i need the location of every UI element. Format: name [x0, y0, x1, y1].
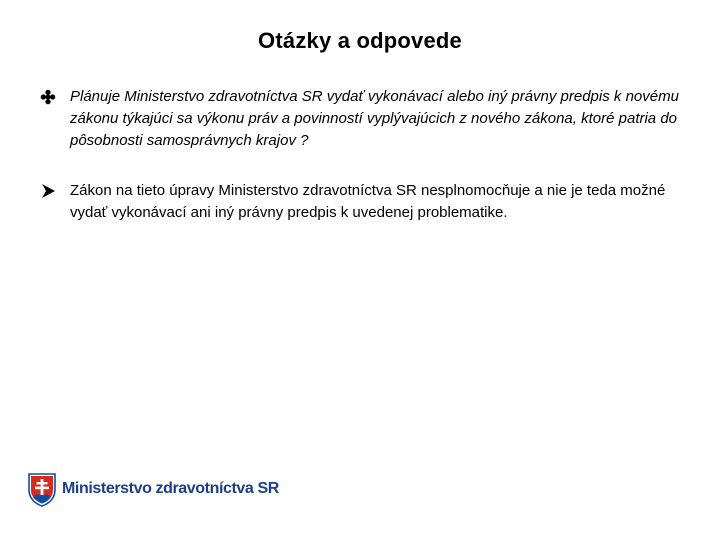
question-bullet	[38, 86, 688, 152]
slide-title: Otázky a odpovede	[258, 28, 462, 53]
question-text: Plánuje Ministerstvo zdravotníctva SR vydať vykonávací alebo iný právny predpis k novému zákonu týkajúci sa výkonu práv a povinností vyplývajúcich z nového zákona, ktoré patria do pôsobnosti samosprávnych krajov ?	[70, 88, 679, 149]
ministry-logo-text: Ministerstvo zdravotníctva SR	[62, 480, 279, 497]
answer-text: Zákon na tieto úpravy Ministerstvo zdravotníctva SR nesplnomocňuje a nie je teda možné vydať vykonávací ani iný právny predpis k uvedenej problematike.	[70, 182, 666, 221]
arrowhead-icon	[38, 180, 62, 202]
ministry-logo	[28, 473, 279, 507]
answer-bullet	[38, 180, 688, 224]
slovak-coat-of-arms-icon	[28, 473, 56, 507]
diamond-clover-icon	[38, 86, 62, 108]
